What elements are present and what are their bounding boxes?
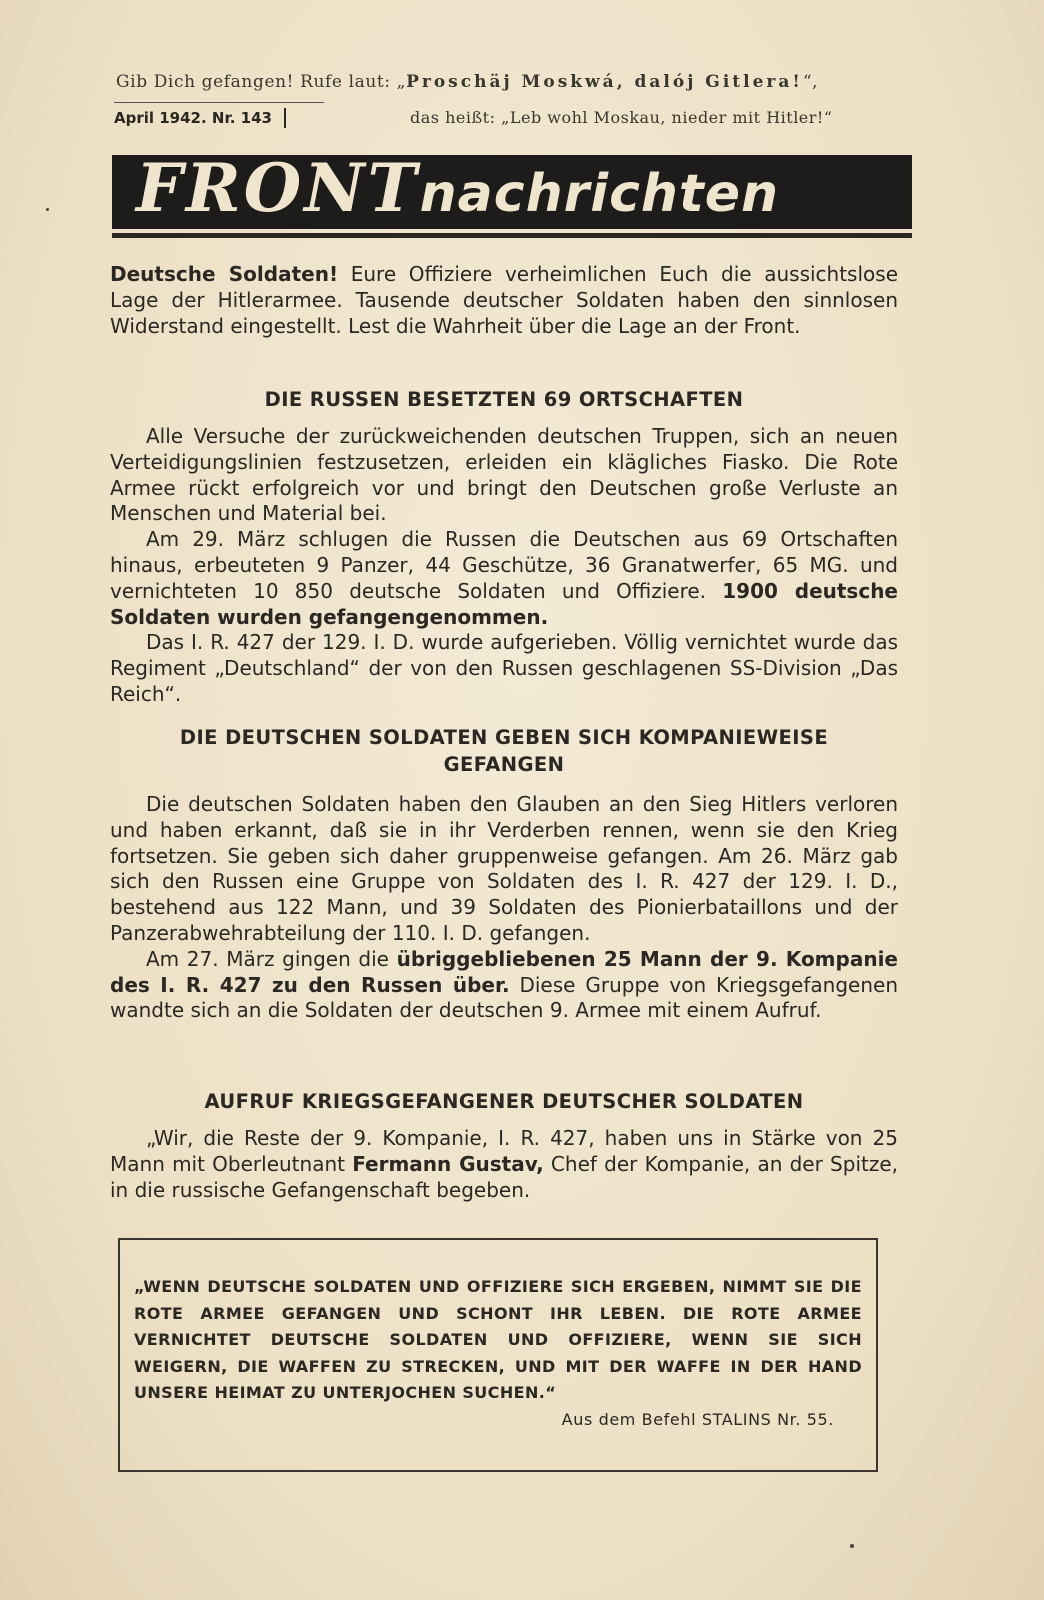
section1-prisoners-bold: 1900 deutsche Soldaten wurden gefangengenommen. xyxy=(110,578,898,629)
paper-speck xyxy=(850,1544,854,1548)
section3-heading: AUFRUF KRIEGSGEFANGENER DEUTSCHER SOLDATEN xyxy=(204,1090,804,1113)
intro-text: Eure Offiziere verheimlichen Euch die aussichtslose Lage der Hitlerarmee. Tausende deutscher Soldaten haben den sinnlosen Widerstand eingestellt. Lest die Wahrheit über die Lage an der Front. xyxy=(110,262,898,338)
surrender-call-translation: das heißt: „Leb wohl Moskau, nieder mit Hitler!“ xyxy=(410,108,833,127)
section2-body xyxy=(110,792,898,1024)
stalin-quote-box xyxy=(118,1238,878,1472)
section2-paragraph-1: Die deutschen Soldaten haben den Glauben an den Sieg Hitlers verloren und haben erkannt, daß sie in ihr Verderben rennen, wenn sie den Krieg fortsetzen. Sie geben sich daher gruppenweise gefangen. Am 26. März gab sich den Russen eine Gruppe von Soldaten des I. R. 427 der 129. I. D., bestehend aus 122 Mann, und 39 Soldaten des Pionierbataillons und der Panzerabwehrabteilung der 110. I. D. gefangen. xyxy=(110,792,898,945)
stalin-quote-text: „WENN DEUTSCHE SOLDATEN UND OFFIZIERE SICH ERGEBEN, NIMMT SIE DIE ROTE ARMEE GEFANGEN UND SCHONT IHR LEBEN. DIE ROTE ARMEE VERNICHTET DEUTSCHE SOLDATEN UND OFFIZIERE, WENN SIE SICH WEIGERN, DIE WAFFEN ZU STRECKEN, UND MIT DER WAFFE IN DER HAND UNSERE HEIMAT ZU UNTERJOCHEN SUCHEN.“ xyxy=(134,1277,862,1402)
masthead-title-nachrichten: nachrichten xyxy=(419,164,780,224)
section3-paragraph-1-end: Chef der Kompanie, an der Spitze, in die russische Gefangenschaft begeben. xyxy=(110,1151,898,1202)
section2-heading-line1: DIE DEUTSCHEN SOLDATEN GEBEN SICH KOMPANIEWEISE xyxy=(179,726,829,749)
section3-paragraph-1 xyxy=(110,1126,898,1203)
section2-paragraph-2 xyxy=(110,947,898,1024)
surrender-call-suffix: “, xyxy=(802,72,819,92)
intro-lead: Deutsche Soldaten! xyxy=(110,262,339,286)
section1-paragraph-2 xyxy=(110,527,898,630)
surrender-call-prefix: Gib Dich gefangen! Rufe laut: „ xyxy=(116,72,407,92)
section1-paragraph-3: Das I. R. 427 der 129. I. D. wurde aufgerieben. Völlig vernichtet wurde das Regiment „Deutschland“ der von den Russen geschlagenen SS-Division „Das Reich“. xyxy=(110,630,898,706)
section1-heading: DIE RUSSEN BESETZTEN 69 ORTSCHAFTEN xyxy=(264,388,744,411)
surrender-call-line xyxy=(116,72,916,92)
masthead-rule xyxy=(112,233,912,238)
section1-paragraph-1: Alle Versuche der zurückweichenden deutschen Truppen, sich an neuen Verteidigungslinien festzusetzen, erleiden ein klägliches Fiasko. Die Rote Armee rückt erfolgreich vor und bringt den Deutschen große Verluste an Menschen und Material bei. xyxy=(110,424,898,526)
paper-speck xyxy=(46,208,49,211)
section1-paragraph-2-text: Am 29. März schlugen die Russen die Deutschen aus 69 Ortschaften hinaus, erbeuteten 9 Panzer, 44 Geschütze, 36 Granatwerfer, 65 MG. und vernichteten 10 850 deutsche Soldaten und Offiziere. xyxy=(110,527,898,603)
intro-paragraph xyxy=(110,262,898,339)
section3-officer-name: Fermann Gustav, xyxy=(352,1151,544,1176)
section2-paragraph-2-start: Am 27. März gingen die xyxy=(146,946,397,971)
section3-paragraph-1-start: „Wir, die Reste der 9. Kompanie, I. R. 427, haben uns in Stärke von 25 Mann mit Oberleutnant xyxy=(110,1126,898,1176)
masthead-title xyxy=(136,155,912,227)
section3-body xyxy=(110,1126,898,1203)
section2-heading-line2: GEFANGEN xyxy=(443,753,565,776)
surrender-call-russian: Proschäj Moskwá, dalój Gitlera! xyxy=(406,72,803,92)
section2-paragraph-2-bold: übriggebliebenen 25 Mann der 9. Kompanie des I. R. 427 zu den Russen über. xyxy=(110,946,898,997)
masthead-banner xyxy=(112,155,912,229)
stalin-quote-source: Aus dem Befehl STALINS Nr. 55. xyxy=(561,1410,834,1429)
section2-heading xyxy=(110,724,898,778)
issue-divider xyxy=(114,102,324,103)
issue-number: April 1942. Nr. 143 xyxy=(114,108,286,128)
masthead-title-front: FRONT xyxy=(136,155,420,227)
section2-paragraph-2-end: Diese Gruppe von Kriegsgefangenen wandte sich an die Soldaten der deutschen 9. Armee mit einem Aufruf. xyxy=(110,972,898,1023)
section1-body xyxy=(110,424,898,708)
